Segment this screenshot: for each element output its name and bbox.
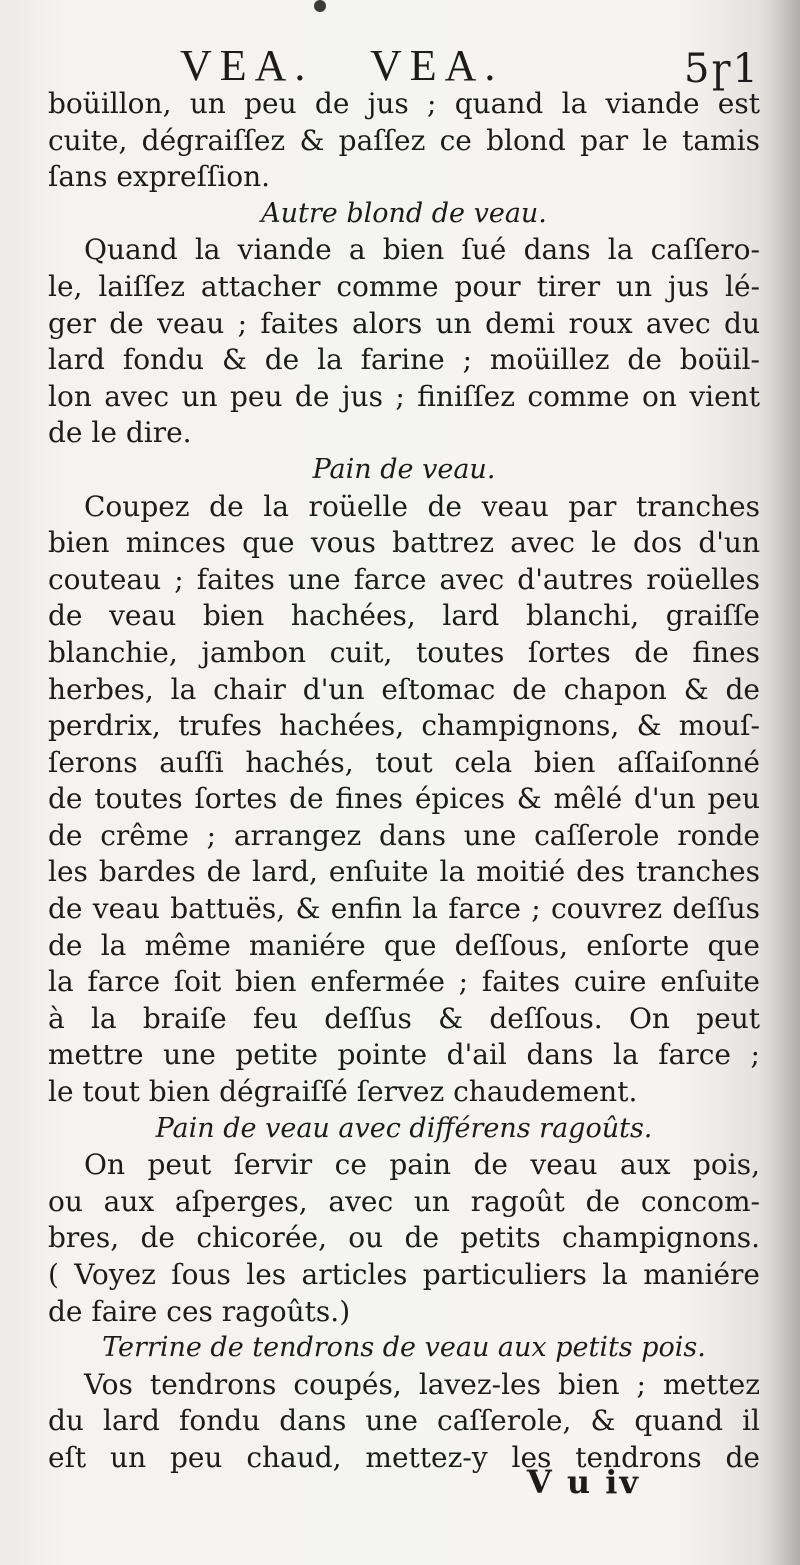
text-line: de faire ces ragoûts.) <box>48 1294 351 1328</box>
recipe-heading: Pain de veau. <box>312 453 496 485</box>
text-line: la farce ſoit bien enfermée ; faites cuire enſuite <box>48 965 760 999</box>
text-line: ou aux aſperges, avec un ragoût de concom- <box>48 1184 760 1218</box>
text-line: Quand la viande a bien ſué dans la caſſero- <box>84 233 760 267</box>
text-line: de crême ; arrangez dans une caſſerole ronde <box>48 818 760 852</box>
text-line: le tout bien dégraiſſé ſervez chaudement. <box>48 1075 638 1109</box>
recipe-heading: Autre blond de veau. <box>261 197 547 229</box>
text-line: ( Voyez ſous les articles particuliers la maniére <box>48 1258 760 1291</box>
text-line: le, laiſſez attacher comme pour tirer un jus lé- <box>48 269 760 303</box>
text-line: du lard fondu dans une caſſerole, & quand il <box>48 1404 760 1438</box>
recipe-heading: Terrine de tendrons de veau aux petits pois. <box>102 1332 706 1364</box>
text-line: ger de veau ; faites alors un demi roux avec du <box>48 306 760 340</box>
text-line: de toutes ſortes de fines épices & mêlé d'un peu <box>48 782 760 816</box>
text-line: herbes, la chair d'un eſtomac de chapon & de <box>48 672 760 706</box>
text-line: les bardes de lard, enſuite la moitié des tranches <box>48 855 760 889</box>
text-line: perdrix, trufes hachées, champignons, & mouſ- <box>48 709 760 743</box>
text-line: boüillon, un peu de jus ; quand la viande est <box>48 87 760 120</box>
catchword: V u iv <box>526 1463 640 1501</box>
text-line: blanchie, jambon cuit, toutes ſortes de fines <box>48 635 760 669</box>
text-line: bres, de chicorée, ou de petits champignons. <box>48 1221 760 1255</box>
page-number: 5ɼ1 <box>683 46 760 92</box>
recipe-heading: Pain de veau avec différens ragoûts. <box>155 1112 653 1144</box>
text-line: à la braiſe feu deſſus & deſſous. On peut <box>48 1001 760 1035</box>
text-line: de la même maniére que deſſous, enſorte que <box>48 928 760 962</box>
text-line: ſerons auſſi hachés, tout cela bien aſſaiſonné <box>48 745 760 779</box>
text-line: de veau bien hachées, lard blanchi, graiſſe <box>48 599 760 633</box>
text-line: cuite, dégraiſſez & paſſez ce blond par le tamis <box>48 123 760 157</box>
text-line: ſans expreſſion. <box>48 160 271 194</box>
text-line: de veau battuës, & enfin la farce ; couvrez deſſus <box>48 892 760 926</box>
ink-mark <box>314 0 326 12</box>
text-line: couteau ; faites une farce avec d'autres roüelles <box>48 562 760 596</box>
text-line: On peut ſervir ce pain de veau aux pois, <box>84 1148 760 1182</box>
text-line: lard fondu & de la farine ; moüillez de boüil- <box>48 343 760 377</box>
text-line: Coupez de la roüelle de veau par tranches <box>84 489 760 523</box>
text-line: bien minces que vous battrez avec le dos d'un <box>48 526 760 560</box>
text-line: de le dire. <box>48 416 192 450</box>
header-left: VEA. <box>180 41 314 90</box>
text-line: mettre une petite pointe d'ail dans la farce ; <box>48 1038 760 1072</box>
body-text <box>48 86 760 1477</box>
text-line: eſt un peu chaud, mettez-y les tendrons de <box>48 1440 760 1474</box>
text-line: lon avec un peu de jus ; finiſſez comme on vient <box>48 379 760 413</box>
spine-shadow <box>760 0 800 1565</box>
header-middle: VEA. <box>370 41 504 90</box>
text-line: Vos tendrons coupés, lavez-les bien ; mettez <box>84 1367 760 1401</box>
